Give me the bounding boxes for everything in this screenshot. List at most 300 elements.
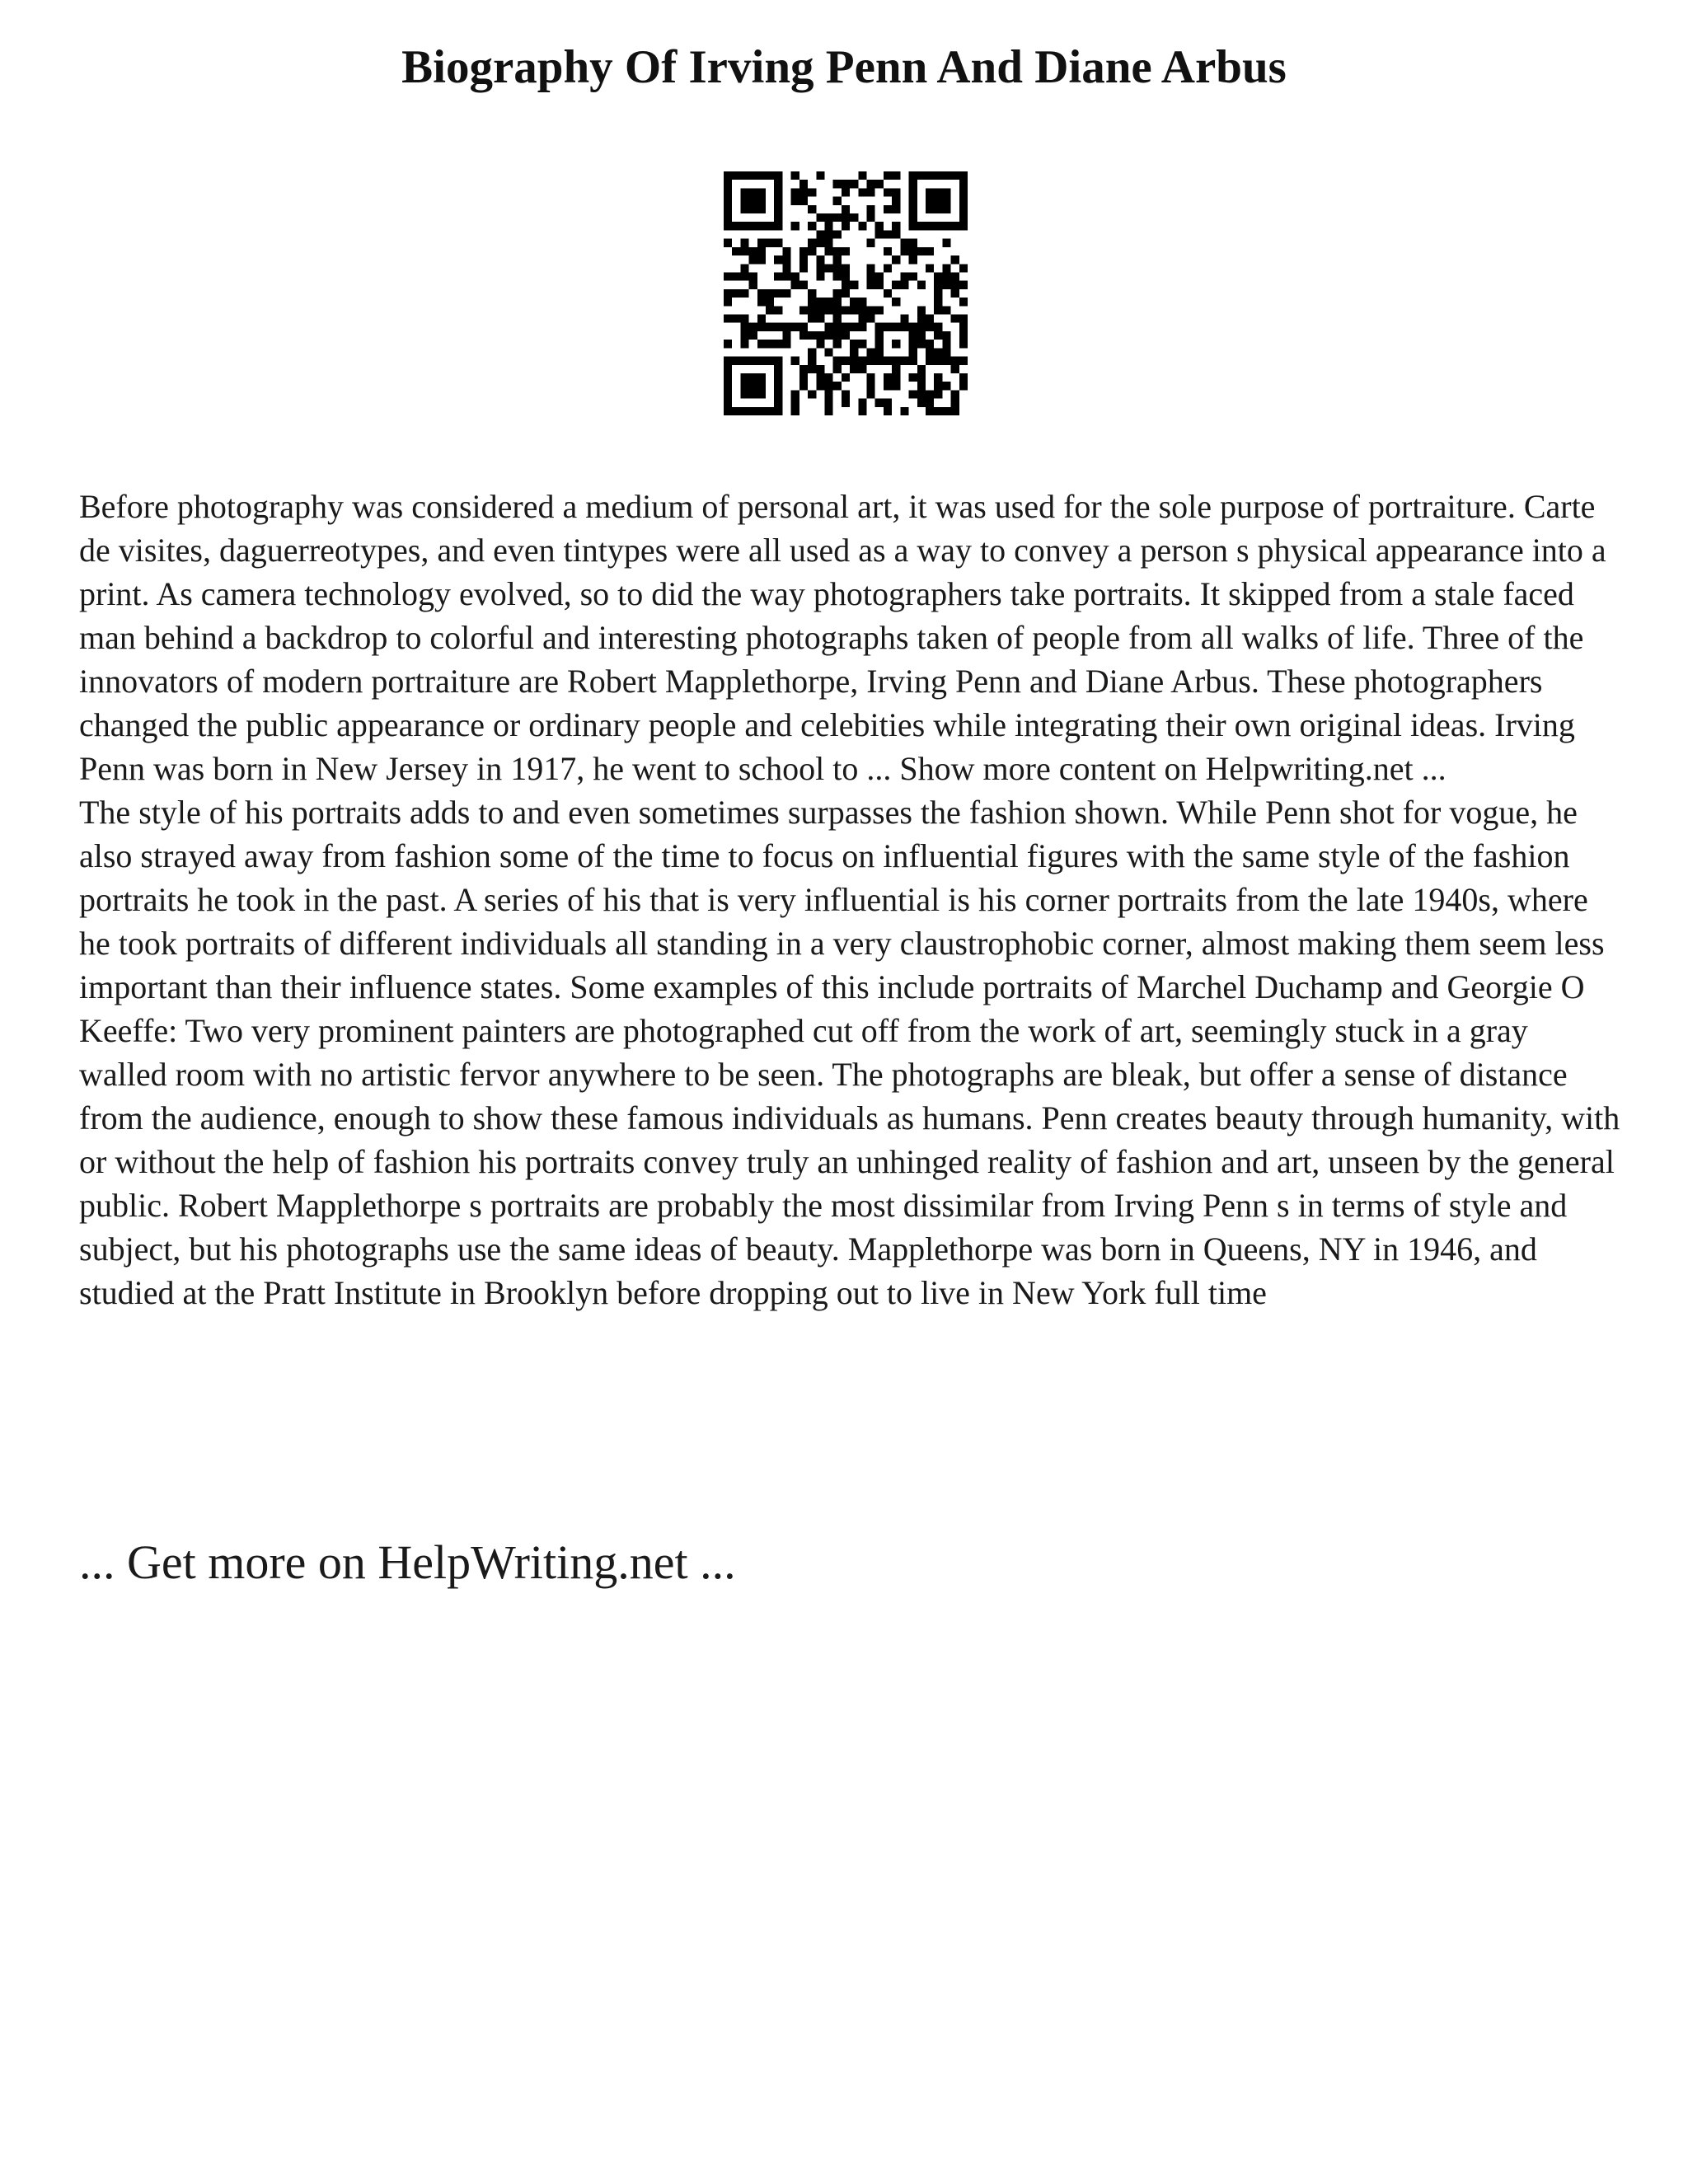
qr-module (799, 365, 808, 373)
qr-module (749, 205, 757, 213)
qr-module (724, 407, 732, 415)
qr-module (749, 331, 757, 340)
qr-module (909, 171, 917, 180)
qr-module (774, 197, 782, 205)
qr-module (799, 382, 808, 390)
qr-module (867, 373, 875, 382)
qr-module (833, 357, 842, 365)
qr-module (774, 357, 782, 365)
get-more-link[interactable]: ... Get more on HelpWriting.net ... (79, 1535, 736, 1589)
qr-module (808, 289, 816, 298)
qr-module (892, 205, 900, 213)
qr-module (724, 298, 732, 306)
qr-module (732, 315, 740, 323)
qr-module (959, 373, 968, 382)
qr-module (917, 390, 926, 398)
qr-module (942, 348, 950, 356)
qr-module (926, 407, 934, 415)
qr-module (959, 340, 968, 348)
qr-module (824, 407, 832, 415)
qr-module (858, 306, 866, 314)
qr-module (808, 188, 816, 196)
qr-module (858, 323, 866, 331)
qr-module (858, 357, 866, 365)
qr-module (867, 382, 875, 390)
qr-module (909, 331, 917, 340)
qr-module (917, 399, 926, 407)
qr-module (934, 323, 942, 331)
qr-module (799, 247, 808, 255)
qr-module (824, 264, 832, 272)
qr-module (884, 205, 892, 213)
qr-module (959, 382, 968, 390)
qr-module (959, 281, 968, 289)
qr-module (942, 222, 950, 230)
qr-module (875, 331, 884, 340)
qr-module (824, 390, 832, 398)
qr-module (942, 272, 950, 280)
qr-module (917, 382, 926, 390)
qr-module (934, 298, 942, 306)
qr-module (917, 247, 926, 255)
qr-module (858, 340, 866, 348)
qr-module (808, 239, 816, 247)
qr-module (799, 281, 808, 289)
qr-module (816, 213, 824, 222)
qr-module (909, 197, 917, 205)
qr-module (791, 323, 799, 331)
qr-module (732, 272, 740, 280)
qr-module (892, 365, 900, 373)
qr-module (850, 281, 858, 289)
qr-module (808, 357, 816, 365)
qr-module (867, 239, 875, 247)
qr-module (757, 239, 766, 247)
qr-module (732, 222, 740, 230)
qr-module (909, 323, 917, 331)
qr-module (833, 230, 842, 238)
qr-module (842, 373, 850, 382)
qr-module (724, 272, 732, 280)
qr-module (724, 213, 732, 222)
qr-module (774, 382, 782, 390)
qr-module (858, 188, 866, 196)
qr-module (909, 188, 917, 196)
qr-module (740, 390, 748, 398)
qr-module (816, 230, 824, 238)
qr-module (884, 230, 892, 238)
qr-module (824, 213, 832, 222)
qr-module (732, 171, 740, 180)
qr-module (942, 264, 950, 272)
qr-module (740, 382, 748, 390)
qr-module (824, 373, 832, 382)
qr-module (774, 171, 782, 180)
qr-module (917, 365, 926, 373)
qr-module (892, 188, 900, 196)
qr-module (766, 289, 774, 298)
qr-module (782, 289, 790, 298)
qr-module (942, 188, 950, 196)
qr-module (757, 407, 766, 415)
qr-module (791, 390, 799, 398)
qr-module (791, 171, 799, 180)
qr-module (774, 340, 782, 348)
qr-module (740, 323, 748, 331)
qr-module (934, 289, 942, 298)
qr-module (740, 171, 748, 180)
qr-module (799, 255, 808, 264)
qr-module (740, 373, 748, 382)
qr-module (816, 382, 824, 390)
qr-module (833, 298, 842, 306)
qr-module (867, 390, 875, 398)
qr-module (951, 357, 959, 365)
qr-module (934, 390, 942, 398)
article-body (79, 485, 1620, 1315)
qr-module (833, 289, 842, 298)
qr-module (934, 357, 942, 365)
qr-module (934, 306, 942, 314)
qr-module (833, 365, 842, 373)
qr-module (740, 357, 748, 365)
qr-module (816, 239, 824, 247)
qr-module (757, 315, 766, 323)
qr-module (842, 323, 850, 331)
qr-module (875, 399, 884, 407)
qr-module (892, 382, 900, 390)
qr-module (926, 205, 934, 213)
qr-module (909, 213, 917, 222)
qr-module (858, 298, 866, 306)
qr-module (917, 323, 926, 331)
qr-module (833, 197, 842, 205)
qr-module (774, 213, 782, 222)
qr-module (816, 272, 824, 280)
qr-module (850, 340, 858, 348)
qr-module (724, 180, 732, 188)
qr-module (724, 222, 732, 230)
qr-module (959, 188, 968, 196)
qr-module (867, 264, 875, 272)
qr-module (782, 272, 790, 280)
qr-module (867, 213, 875, 222)
qr-module (909, 247, 917, 255)
qr-module (942, 382, 950, 390)
qr-module (740, 239, 748, 247)
qr-module (842, 390, 850, 398)
qr-module (867, 272, 875, 280)
qr-module (833, 247, 842, 255)
qr-module (766, 239, 774, 247)
qr-module (934, 373, 942, 382)
qr-module (774, 222, 782, 230)
qr-module (740, 340, 748, 348)
qr-module (749, 197, 757, 205)
qr-module (917, 340, 926, 348)
qr-module (867, 315, 875, 323)
qr-module (934, 171, 942, 180)
qr-module (757, 390, 766, 398)
qr-module (909, 222, 917, 230)
qr-module (774, 239, 782, 247)
qr-module (749, 222, 757, 230)
qr-module (867, 348, 875, 356)
qr-module (884, 373, 892, 382)
qr-module (842, 247, 850, 255)
qr-module (942, 331, 950, 340)
qr-module (959, 197, 968, 205)
qr-module (816, 264, 824, 272)
qr-module (842, 331, 850, 340)
qr-module (892, 222, 900, 230)
qr-module (791, 399, 799, 407)
qr-module (959, 323, 968, 331)
qr-module (858, 222, 866, 230)
qr-module (740, 247, 748, 255)
qr-module (892, 281, 900, 289)
qr-module (791, 357, 799, 365)
qr-module (791, 272, 799, 280)
qr-module (816, 171, 824, 180)
qr-module (724, 382, 732, 390)
qr-module (909, 348, 917, 356)
qr-module (766, 171, 774, 180)
qr-module (774, 255, 782, 264)
qr-module (884, 357, 892, 365)
qr-module (926, 340, 934, 348)
qr-module (875, 348, 884, 356)
qr-module (892, 197, 900, 205)
qr-module (757, 205, 766, 213)
qr-module (942, 340, 950, 348)
qr-module (959, 331, 968, 340)
qr-module (917, 281, 926, 289)
qr-module (824, 348, 832, 356)
qr-module (749, 407, 757, 415)
qr-module (892, 255, 900, 264)
qr-module (774, 407, 782, 415)
qr-code-graphic (724, 171, 968, 415)
qr-module (926, 222, 934, 230)
qr-module (732, 357, 740, 365)
qr-module (858, 171, 866, 180)
qr-module (824, 331, 832, 340)
qr-module (951, 171, 959, 180)
qr-module (774, 272, 782, 280)
page-title: Biography Of Irving Penn And Diane Arbus (401, 41, 1287, 93)
qr-module (740, 289, 748, 298)
qr-module (824, 247, 832, 255)
qr-module (833, 331, 842, 340)
qr-module (884, 382, 892, 390)
qr-module (782, 331, 790, 340)
qr-module (900, 247, 908, 255)
qr-module (926, 357, 934, 365)
qr-module (816, 373, 824, 382)
qr-module (724, 340, 732, 348)
qr-module (942, 306, 950, 314)
qr-module (926, 315, 934, 323)
qr-module (732, 407, 740, 415)
qr-module (749, 373, 757, 382)
qr-module (934, 382, 942, 390)
qr-module (824, 382, 832, 390)
qr-module (740, 205, 748, 213)
qr-module (951, 281, 959, 289)
qr-module (850, 306, 858, 314)
qr-module (875, 281, 884, 289)
qr-module (774, 373, 782, 382)
qr-module (774, 289, 782, 298)
qr-module (724, 390, 732, 398)
qr-module (757, 247, 766, 255)
qr-module (867, 306, 875, 314)
qr-module (824, 230, 832, 238)
qr-module (740, 272, 748, 280)
qr-module (942, 205, 950, 213)
qr-module (926, 348, 934, 356)
qr-module (842, 180, 850, 188)
qr-module (766, 222, 774, 230)
qr-module (875, 272, 884, 280)
qr-module (833, 306, 842, 314)
qr-module (858, 399, 866, 407)
qr-module (934, 407, 942, 415)
qr-module (749, 247, 757, 255)
qr-module (884, 188, 892, 196)
qr-module (867, 281, 875, 289)
qr-module (808, 222, 816, 230)
qr-module (724, 239, 732, 247)
qr-module (909, 255, 917, 264)
qr-module (892, 298, 900, 306)
qr-module (917, 171, 926, 180)
qr-module (875, 180, 884, 188)
qr-module (917, 373, 926, 382)
qr-module (782, 247, 790, 255)
qr-module (959, 222, 968, 230)
qr-module (875, 357, 884, 365)
qr-module (926, 264, 934, 272)
qr-module (934, 205, 942, 213)
qr-module (774, 365, 782, 373)
qr-module (892, 357, 900, 365)
qr-module (875, 323, 884, 331)
qr-module (875, 222, 884, 230)
qr-module (816, 298, 824, 306)
qr-module (842, 222, 850, 230)
qr-module (934, 197, 942, 205)
qr-module (766, 306, 774, 314)
qr-module (757, 323, 766, 331)
qr-module (757, 298, 766, 306)
qr-module (799, 264, 808, 272)
qr-module (867, 188, 875, 196)
qr-module (900, 272, 908, 280)
qr-module (782, 323, 790, 331)
qr-module (740, 264, 748, 272)
qr-module (884, 323, 892, 331)
qr-module (816, 331, 824, 340)
qr-module (757, 340, 766, 348)
qr-module (842, 272, 850, 280)
qr-module (766, 340, 774, 348)
qr-module (842, 188, 850, 196)
qr-module (816, 315, 824, 323)
qr-module (909, 205, 917, 213)
qr-module (875, 230, 884, 238)
qr-module (732, 289, 740, 298)
qr-module (900, 407, 908, 415)
qr-module (884, 264, 892, 272)
qr-module (951, 365, 959, 373)
qr-module (799, 188, 808, 196)
qr-module (951, 315, 959, 323)
qr-module (749, 171, 757, 180)
qr-module (850, 348, 858, 356)
qr-module (808, 365, 816, 373)
qr-module (892, 171, 900, 180)
qr-module (740, 197, 748, 205)
qr-module (749, 357, 757, 365)
qr-module (959, 205, 968, 213)
qr-module (757, 222, 766, 230)
qr-module (842, 213, 850, 222)
qr-module (942, 239, 950, 247)
qr-module (808, 331, 816, 340)
qr-module (892, 373, 900, 382)
qr-module (799, 331, 808, 340)
qr-module (799, 197, 808, 205)
qr-module (842, 357, 850, 365)
qr-module (774, 390, 782, 398)
qr-module (808, 348, 816, 356)
qr-module (884, 171, 892, 180)
qr-module (749, 272, 757, 280)
qr-module (833, 272, 842, 280)
qr-module (749, 390, 757, 398)
qr-module (909, 180, 917, 188)
qr-module (791, 197, 799, 205)
qr-module (724, 197, 732, 205)
qr-module (749, 281, 757, 289)
qr-module (867, 180, 875, 188)
qr-module (951, 222, 959, 230)
qr-module (833, 382, 842, 390)
qr-module (951, 272, 959, 280)
qr-module (926, 171, 934, 180)
qr-module (791, 281, 799, 289)
qr-module (934, 348, 942, 356)
qr-module (799, 323, 808, 331)
qr-module (724, 373, 732, 382)
qr-module (909, 272, 917, 280)
qr-module (757, 188, 766, 196)
qr-module (858, 365, 866, 373)
qr-module (757, 289, 766, 298)
qr-module (858, 315, 866, 323)
qr-module (774, 180, 782, 188)
qr-module (757, 357, 766, 365)
qr-module (740, 331, 748, 340)
qr-module (951, 255, 959, 264)
qr-module (951, 390, 959, 398)
qr-module (782, 255, 790, 264)
qr-module (884, 247, 892, 255)
qr-module (740, 315, 748, 323)
qr-module (900, 315, 908, 323)
